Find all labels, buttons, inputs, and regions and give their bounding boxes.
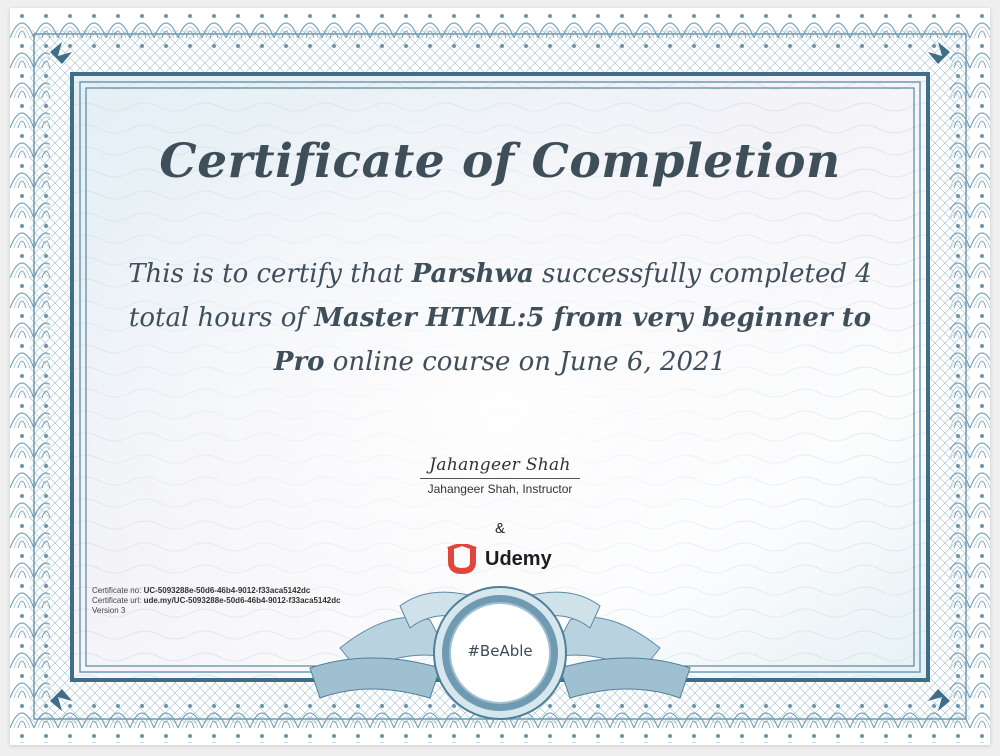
ampersand: & [494, 520, 505, 537]
statement-middle-1: successfully completed [533, 259, 856, 289]
statement-middle-3: online course on [324, 347, 560, 377]
certificate-number-label: Certificate no: [92, 586, 144, 595]
certificate-number [92, 586, 341, 596]
instructor-signature: Jahangeer Shah [429, 455, 571, 475]
instructor-caption: Jahangeer Shah, Instructor [427, 482, 573, 496]
signature-line [420, 478, 580, 479]
statement-intro: This is to certify that [128, 259, 412, 289]
udemy-wordmark: Udemy [485, 547, 552, 570]
certificate-url [92, 596, 341, 606]
certificate-url-label: Certificate url: [92, 596, 144, 605]
certificate-version: Version 3 [92, 606, 126, 615]
udemy-logo [445, 542, 552, 576]
course-name: Master HTML:5 from very beginner to Pro [273, 303, 872, 377]
statement-middle-2: total hours of [128, 303, 315, 333]
certificate-url-value: ude.my/UC-5093288e-50d6-46b4-9012-f33aca5142dc [143, 596, 341, 605]
certificate-sheet [10, 8, 990, 745]
signature-block [410, 452, 590, 496]
recipient-name: Parshwa [411, 259, 534, 289]
certification-statement [102, 252, 898, 384]
certificate-metadata [92, 586, 341, 616]
udemy-logo-icon [445, 544, 479, 574]
beable-badge-text: #BeAble [467, 642, 533, 660]
certificate-title: Certificate of Completion [159, 134, 841, 189]
course-hours: 4 [855, 259, 872, 289]
certificate-number-value: UC-5093288e-50d6-46b4-9012-f33aca5142dc [143, 586, 311, 595]
certificate-content [88, 90, 912, 664]
badge-container [450, 642, 550, 664]
completion-date: June 6, 2021 [559, 347, 727, 377]
